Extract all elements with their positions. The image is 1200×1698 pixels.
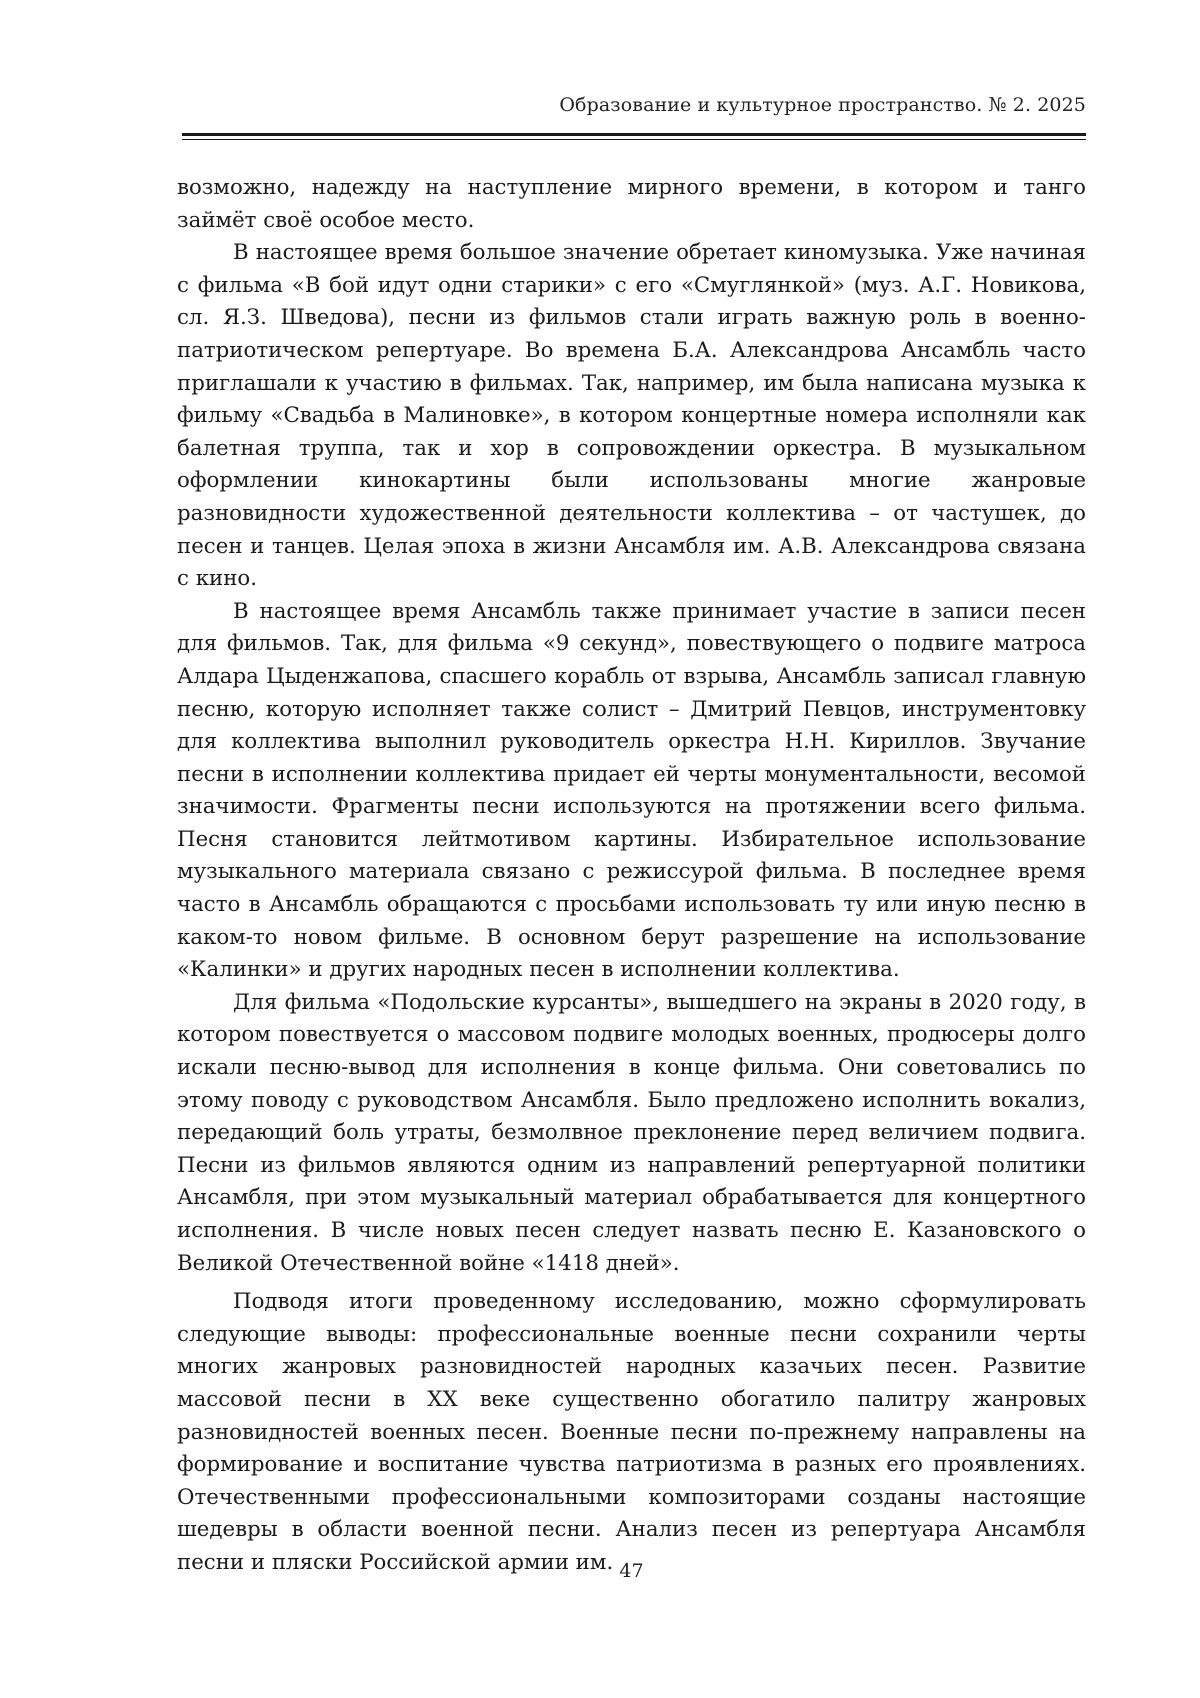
paragraph-nine-seconds: В настоящее время Ансамбль также принимает участие в записи песен для фильмов. Так, для фильма «9 секунд», повествующего о подвиге матроса Алдара Цыденжапова, спасшего корабль от взрыва, Ансамбль записал главную песню, которую исполняет также солист – Дмитрий Певцов, инструментовку для коллектива выполнил руководитель оркестра Н.Н. Кириллов. Звучание песни в исполнении коллектива придает ей черты монументальности, весомой значимости. Фрагменты песни используются на протяжении всего фильма. Песня становится лейтмотивом картины. Избирательное использование музыкального материала связано с режиссурой фильма. В последнее время часто в Ансамбль обращаются с просьбами использовать ту или иную песню в каком-то новом фильме. В основном берут разрешение на использование «Калинки» и других народных песен в исполнении коллектива. [177, 598, 1086, 983]
paragraph-continuation: возможно, надежду на наступление мирного времени, в котором и танго займёт своё особое место. [177, 175, 1086, 233]
paragraph-podolsk-cadets: Для фильма «Подольские курсанты», вышедшего на экраны в 2020 году, в котором повествуется о массовом подвиге молодых военных, продюсеры долго искали песню-вывод для исполнения в конце фильма. Они советовались по этому поводу с руководством Ансамбля. Было предложено исполнить вокализ, передающий боль утраты, безмолвное преклонение перед величием подвига. Песни из фильмов являются одним из направлений репертуарной политики Ансамбля, при этом музыкальный материал обрабатывается для концертного исполнения. В числе новых песен следует назвать песню Е. Казановского о Великой Отечественной войне «1418 дней». [177, 989, 1086, 1276]
running-header: Образование и культурное пространство. № 2. 2025 [559, 94, 1086, 116]
article-body [177, 172, 1086, 1580]
paragraph-conclusions: Подводя итоги проведенному исследованию, можно сформулировать следующие выводы: профессиональные военные песни сохранили черты многих жанровых разновидностей народных казачьих песен. Развитие массовой песни в XX веке существенно обогатило палитру жанровых разновидностей военных песен. Военные песни по-прежнему направлены на формирование и воспитание чувства патриотизма в разных его проявлениях. Отечественными профессиональными композиторами созданы настоящие шедевры в области военной песни. Анализ песен из репертуара Ансамбля песни и пляски Российской армии им. [177, 1289, 1086, 1575]
header-rule-thick [182, 133, 1086, 136]
header-rule-thin [182, 139, 1086, 140]
page-number: 47 [619, 1560, 644, 1582]
paragraph-film-music: В настоящее время большое значение обретает киномузыка. Уже начиная с фильма «В бой идут одни старики» с его «Смуглянкой» (муз. А.Г. Новикова, сл. Я.З. Шведова), песни из фильмов стали играть важную роль в военно-патриотическом репертуаре. Во времена Б.А. Александрова Ансамбль часто приглашали к участию в фильмах. Так, например, им была написана музыка к фильму «Свадьба в Малиновке», в котором концертные номера исполняли как балетная труппа, так и хор в сопровождении оркестра. В музыкальном оформлении кинокартины были использованы многие жанровые разновидности художественной деятельности коллектива – от частушек, до песен и танцев. Целая эпоха в жизни Ансамбля им. А.В. Александрова связана с кино. [177, 240, 1086, 592]
